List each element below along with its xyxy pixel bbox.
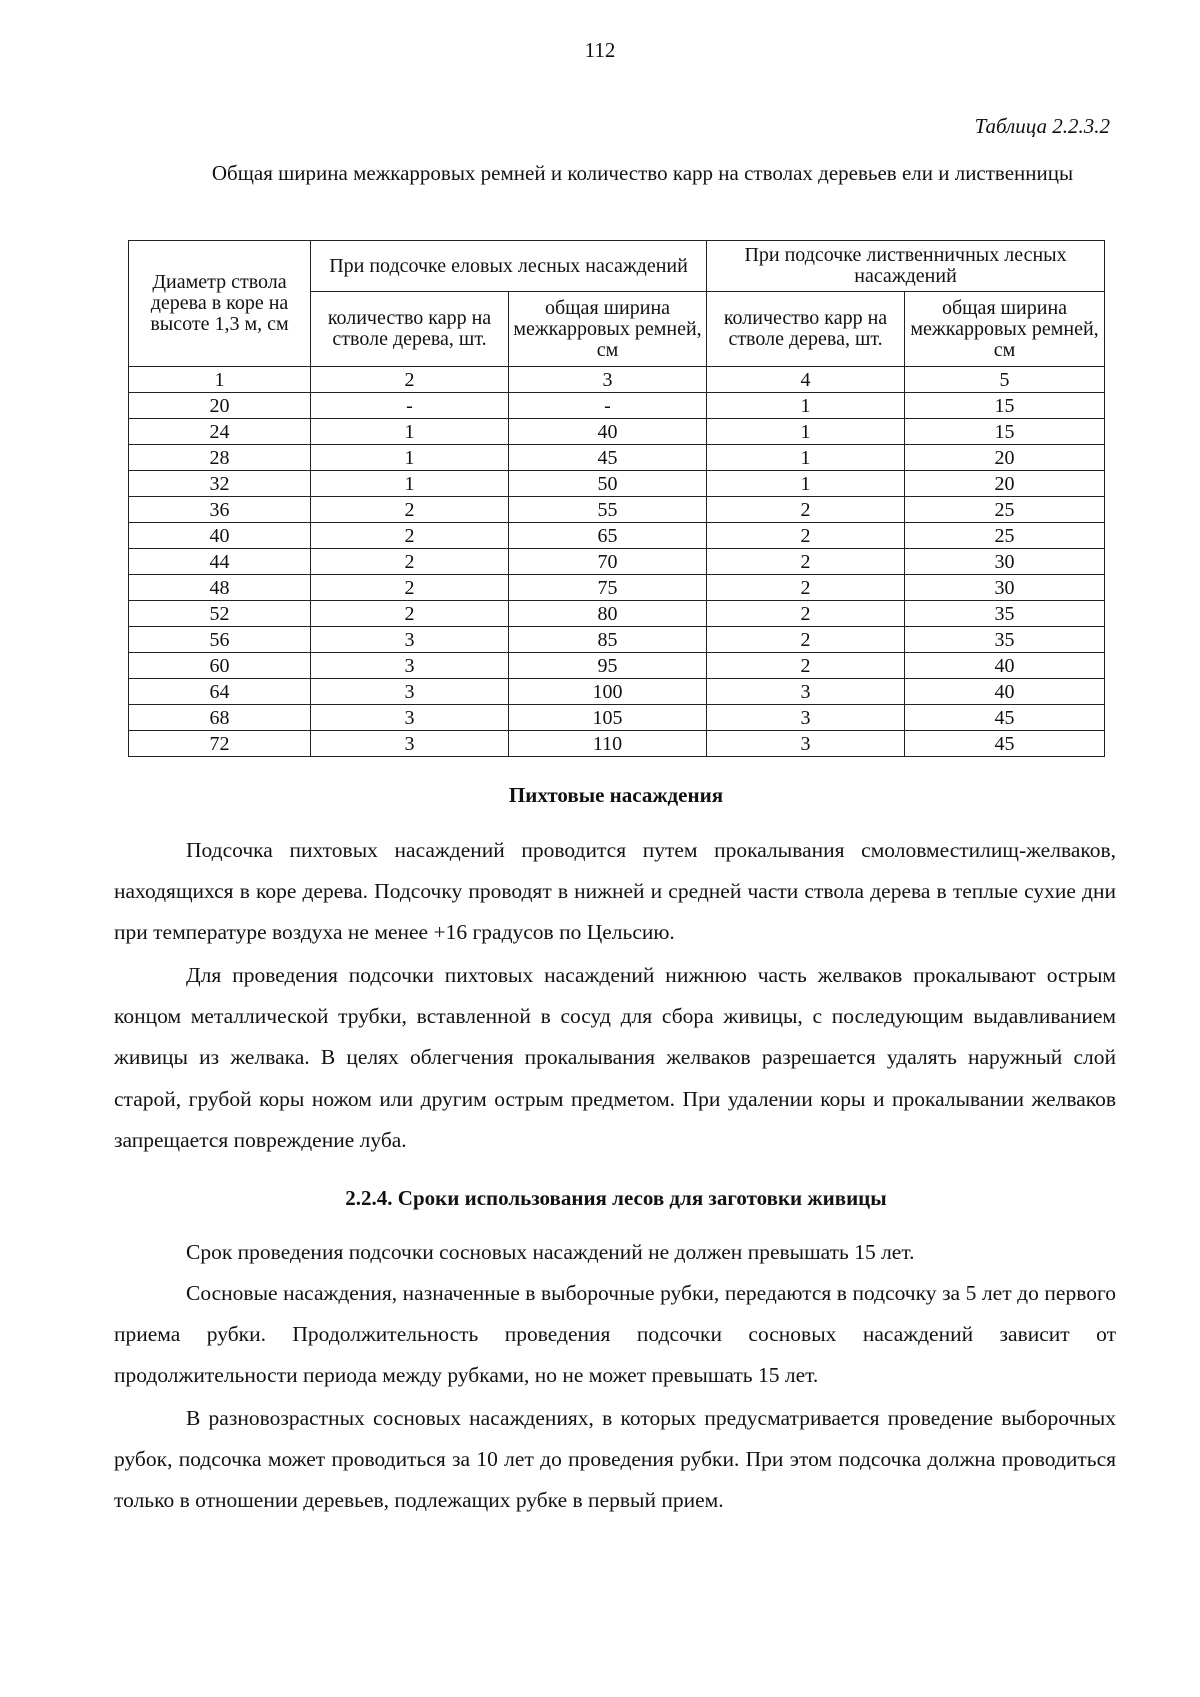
table-row (129, 523, 1105, 549)
table-row (129, 601, 1105, 627)
cell-width-spruce: 85 (509, 627, 707, 653)
cell-count-larch: 2 (707, 497, 905, 523)
page-number: 112 (584, 38, 616, 62)
cell-count-larch: 2 (707, 575, 905, 601)
table-row (129, 705, 1105, 731)
header-group-spruce: При подсочке еловых лесных насаждений (311, 241, 707, 292)
table-row (129, 419, 1105, 445)
cell-count-spruce: - (311, 393, 509, 419)
cell-count-spruce: 3 (311, 731, 509, 757)
table-row (129, 445, 1105, 471)
cell-width-larch: 45 (905, 705, 1105, 731)
cell-diameter: 60 (129, 653, 311, 679)
cell-count-larch: 1 (707, 445, 905, 471)
cell-width-spruce: 65 (509, 523, 707, 549)
cell-count-spruce: 1 (311, 419, 509, 445)
cell-count-spruce: 2 (311, 575, 509, 601)
cell-width-spruce: 95 (509, 653, 707, 679)
cell-width-larch: 35 (905, 601, 1105, 627)
cell-diameter: 28 (129, 445, 311, 471)
column-number: 4 (707, 367, 905, 393)
cell-diameter: 44 (129, 549, 311, 575)
cell-width-spruce: 105 (509, 705, 707, 731)
cell-width-spruce: 45 (509, 445, 707, 471)
cell-width-larch: 15 (905, 393, 1105, 419)
column-number: 1 (129, 367, 311, 393)
cell-diameter: 72 (129, 731, 311, 757)
cell-width-larch: 30 (905, 575, 1105, 601)
column-number-row (129, 367, 1105, 393)
paragraph: Подсочка пихтовых насаждений проводится путем прокалывания смоловместилищ-желваков, находящихся в коре дерева. Подсочку проводят в нижней и средней части ствола дерева в теплые сухие дни при температуре воздуха не менее +16 градусов по Цельсию. (114, 838, 1116, 945)
cell-width-larch: 20 (905, 445, 1105, 471)
cell-width-larch: 35 (905, 627, 1105, 653)
cell-width-spruce: 70 (509, 549, 707, 575)
paragraph: Срок проведения подсочки сосновых насаждений не должен превышать 15 лет. (186, 1240, 915, 1264)
cell-width-spruce: 55 (509, 497, 707, 523)
column-number: 3 (509, 367, 707, 393)
paragraph: Сосновые насаждения, назначенные в выборочные рубки, передаются в подсочку за 5 лет до первого приема рубки. Продолжительность проведения подсочки сосновых насаждений зависит от продолжительности периода между рубками, но не может превышать 15 лет. (114, 1281, 1116, 1388)
cell-width-spruce: 40 (509, 419, 707, 445)
header-width-spruce: общая ширина межкарровых ремней, см (509, 292, 707, 367)
cell-count-larch: 2 (707, 523, 905, 549)
header-diameter: Диаметр ствола дерева в коре на высоте 1,3 м, см (129, 241, 311, 367)
column-number: 5 (905, 367, 1105, 393)
cell-count-spruce: 3 (311, 679, 509, 705)
cell-width-larch: 40 (905, 653, 1105, 679)
cell-width-larch: 40 (905, 679, 1105, 705)
cell-width-larch: 20 (905, 471, 1105, 497)
cell-diameter: 56 (129, 627, 311, 653)
table-label: Таблица 2.2.3.2 (974, 114, 1110, 138)
cell-diameter: 68 (129, 705, 311, 731)
column-number: 2 (311, 367, 509, 393)
table-row (129, 393, 1105, 419)
cell-count-larch: 2 (707, 627, 905, 653)
paragraph: Для проведения подсочки пихтовых насаждений нижнюю часть желваков прокалывают острым концом металлической трубки, вставленной в сосуд для сбора живицы, с последующим выдавливанием живицы из желвака. В целях облегчения прокалывания желваков разрешается удалять наружный слой старой, грубой коры ножом или другим острым предметом. При удалении коры и прокалывании желваков запрещается повреждение луба. (114, 963, 1116, 1152)
cell-count-larch: 3 (707, 731, 905, 757)
cell-count-larch: 3 (707, 679, 905, 705)
header-count-larch: количество карр на стволе дерева, шт. (707, 292, 905, 367)
paragraph: В разновозрастных сосновых насаждениях, в которых предусматривается проведение выборочных рубок, подсочка может проводиться за 10 лет до проведения рубки. При этом подсочка должна проводиться только в отношении деревьев, подлежащих рубке в первый прием. (114, 1406, 1116, 1513)
section-heading-terms: 2.2.4. Сроки использования лесов для заготовки живицы (345, 1186, 887, 1210)
cell-width-larch: 25 (905, 497, 1105, 523)
cell-count-spruce: 2 (311, 523, 509, 549)
table-row (129, 575, 1105, 601)
cell-count-larch: 1 (707, 393, 905, 419)
cell-width-larch: 30 (905, 549, 1105, 575)
cell-width-spruce: 75 (509, 575, 707, 601)
cell-diameter: 36 (129, 497, 311, 523)
cell-diameter: 48 (129, 575, 311, 601)
table-row (129, 679, 1105, 705)
cell-count-larch: 2 (707, 549, 905, 575)
header-count-spruce: количество карр на стволе дерева, шт. (311, 292, 509, 367)
table-row (129, 497, 1105, 523)
cell-count-spruce: 2 (311, 601, 509, 627)
cell-diameter: 24 (129, 419, 311, 445)
cell-count-spruce: 3 (311, 705, 509, 731)
cell-diameter: 52 (129, 601, 311, 627)
cell-width-spruce: 80 (509, 601, 707, 627)
table-row (129, 731, 1105, 757)
cell-count-larch: 3 (707, 705, 905, 731)
cell-width-spruce: 50 (509, 471, 707, 497)
table-row (129, 471, 1105, 497)
cell-count-spruce: 3 (311, 627, 509, 653)
cell-width-spruce: - (509, 393, 707, 419)
cell-width-larch: 45 (905, 731, 1105, 757)
table-row (129, 653, 1105, 679)
data-table (128, 240, 1105, 757)
cell-width-spruce: 110 (509, 731, 707, 757)
cell-count-larch: 2 (707, 601, 905, 627)
cell-count-spruce: 1 (311, 471, 509, 497)
cell-count-spruce: 2 (311, 549, 509, 575)
cell-width-larch: 15 (905, 419, 1105, 445)
cell-count-spruce: 1 (311, 445, 509, 471)
cell-count-larch: 1 (707, 419, 905, 445)
cell-count-spruce: 2 (311, 497, 509, 523)
cell-width-spruce: 100 (509, 679, 707, 705)
table-row (129, 627, 1105, 653)
cell-count-spruce: 3 (311, 653, 509, 679)
header-group-larch: При подсочке лиственничных лесных насаждений (707, 241, 1105, 292)
cell-diameter: 64 (129, 679, 311, 705)
cell-count-larch: 2 (707, 653, 905, 679)
cell-diameter: 20 (129, 393, 311, 419)
table-body (129, 367, 1105, 757)
section-heading-fir: Пихтовые насаждения (508, 783, 724, 807)
cell-diameter: 40 (129, 523, 311, 549)
cell-count-larch: 1 (707, 471, 905, 497)
cell-diameter: 32 (129, 471, 311, 497)
table-row (129, 549, 1105, 575)
header-width-larch: общая ширина межкарровых ремней, см (905, 292, 1105, 367)
cell-width-larch: 25 (905, 523, 1105, 549)
table-title: Общая ширина межкарровых ремней и количество карр на стволах деревьев ели и лиственницы (211, 161, 1074, 185)
